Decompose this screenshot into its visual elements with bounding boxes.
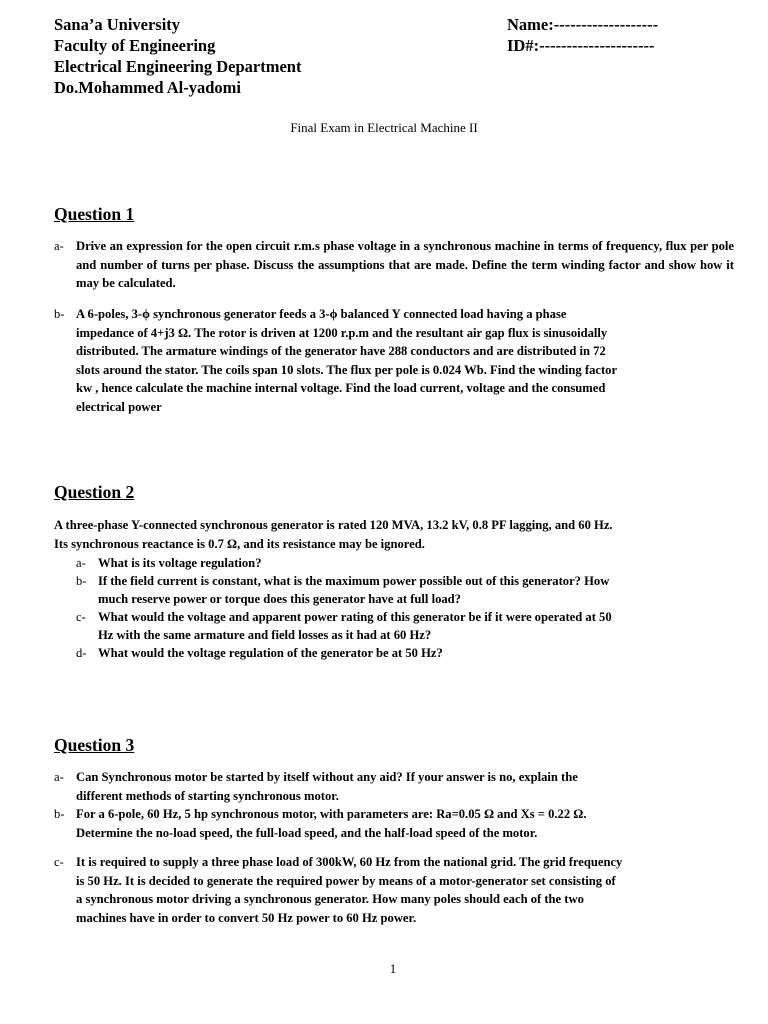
faculty-name: Faculty of Engineering [54,36,216,55]
exam-page: Sana’a University Faculty of Engineering Electrical Engineering Department Do.Mohammed Al-yadomi Name:------------------- ID#:--------------------- Final Exam in Electrical Machine II Question 1 a- Drive an expression for the open circuit r.m.s phase voltage in a synchronous machine in terms of frequency, flux per pole and number of turns per phase. Discuss the assumptions that are made. Define the term winding factor and show how it may be calculated. b- A 6-poles, 3-ϕ synchronous generator feeds a 3-ϕ balanced Y connected load having a phase impedance of 4+j3 Ω. The rotor is driven at 1200 r.p.m and the resultant air gap flux is sinusoidally distributed. The armature windings of the generator have 288 conductors and are distributed in 72 slots around the stator. The coils span 10 slots. The flux per pole is 0.024 Wb. Find the winding factor kw , hence calculate the machine internal voltage. Find the load current, voltage and the consumed electrical power Question 2 A three-phase Y-connected synchronous generator is rated 120 MVA, 13.2 kV, 0.8 PF lagging, and 60 Hz. Its synchronous reactance is 0.7 Ω, and its resistance may be ignored. a- What is its voltage regulation? b- If the field current is constant, what is the maximum power possible out of this generator? How much reserve power or torque does this generator have at full load? c- What would the voltage and apparent power rating of this generator be if it were operated at 50 Hz with the same armature and field losses as it had at 60 Hz? d- What would the voltage regulation of the generator be at 50 Hz? Question 3 a- Can Synchronous motor be started by itself without any aid? If your answer is no, explain the different methods of starting synchronous motor. b- For a 6-pole, 60 Hz, 5 hp synchronous motor, with parameters are: Ra=0.05 Ω and Xs = 0.22 Ω. Determine the no-load speed, the full-load speed, and the half-load speed of the motor. c- It is required to supply a three phase load of 300kW, 60 Hz from the national grid. The grid frequency is 50 Hz. It is decided to generate the required power by means of a motor-generator set consisting of a synchronous motor driving a synchronous generator. How many poles should each of the two machines have in order to convert 50 Hz power to 60 Hz power. 1 [0,0,768,1024]
department-name: Electrical Engineering Department [54,57,302,76]
university-name: Sana’a University [54,15,181,34]
question-1a-text: Drive an expression for the open circuit r.m.s phase voltage in a synchronous machine in terms of frequency, flux per pole and number of turns per phase. Discuss the assumptions that are made. Define the term winding factor and show how it may be calculated. [76,239,734,291]
item-marker: a- [54,239,64,253]
instructor-name: Do.Mohammed Al-yadomi [54,78,241,97]
exam-title: Final Exam in Electrical Machine II [290,120,478,135]
id-field-label: ID#:--------------------- [507,36,655,55]
header-right [507,14,658,56]
question-1b-text: A 6-poles, 3-ϕ synchronous generator feeds a 3-ϕ balanced Y connected load having a phase impedance of 4+j3 Ω. The rotor is driven at 1200 r.p.m and the resultant air gap flux is sinusoidally distributed. The armature windings of the generator have 288 conductors and are distributed in 72 slots around the stator. The coils span 10 slots. The flux per pole is 0.024 Wb. Find the winding factor kw , hence calculate the machine internal voltage. Find the load current, voltage and the consumed electrical power [76,307,618,414]
item-marker: b- [54,307,65,321]
question-2-title: Question 2 [54,482,135,502]
page-number: 1 [389,961,397,976]
name-field-label: Name:------------------- [507,15,659,34]
question-2-intro: A three-phase Y-connected synchronous generator is rated 120 MVA, 13.2 kV, 0.8 PF lagging, and 60 Hz. Its synchronous reactance is 0.7 Ω, and its resistance may be ignored. [54,518,613,551]
header-left [54,14,301,98]
question-1-title: Question 1 [54,204,135,224]
question-3-title: Question 3 [54,735,135,755]
